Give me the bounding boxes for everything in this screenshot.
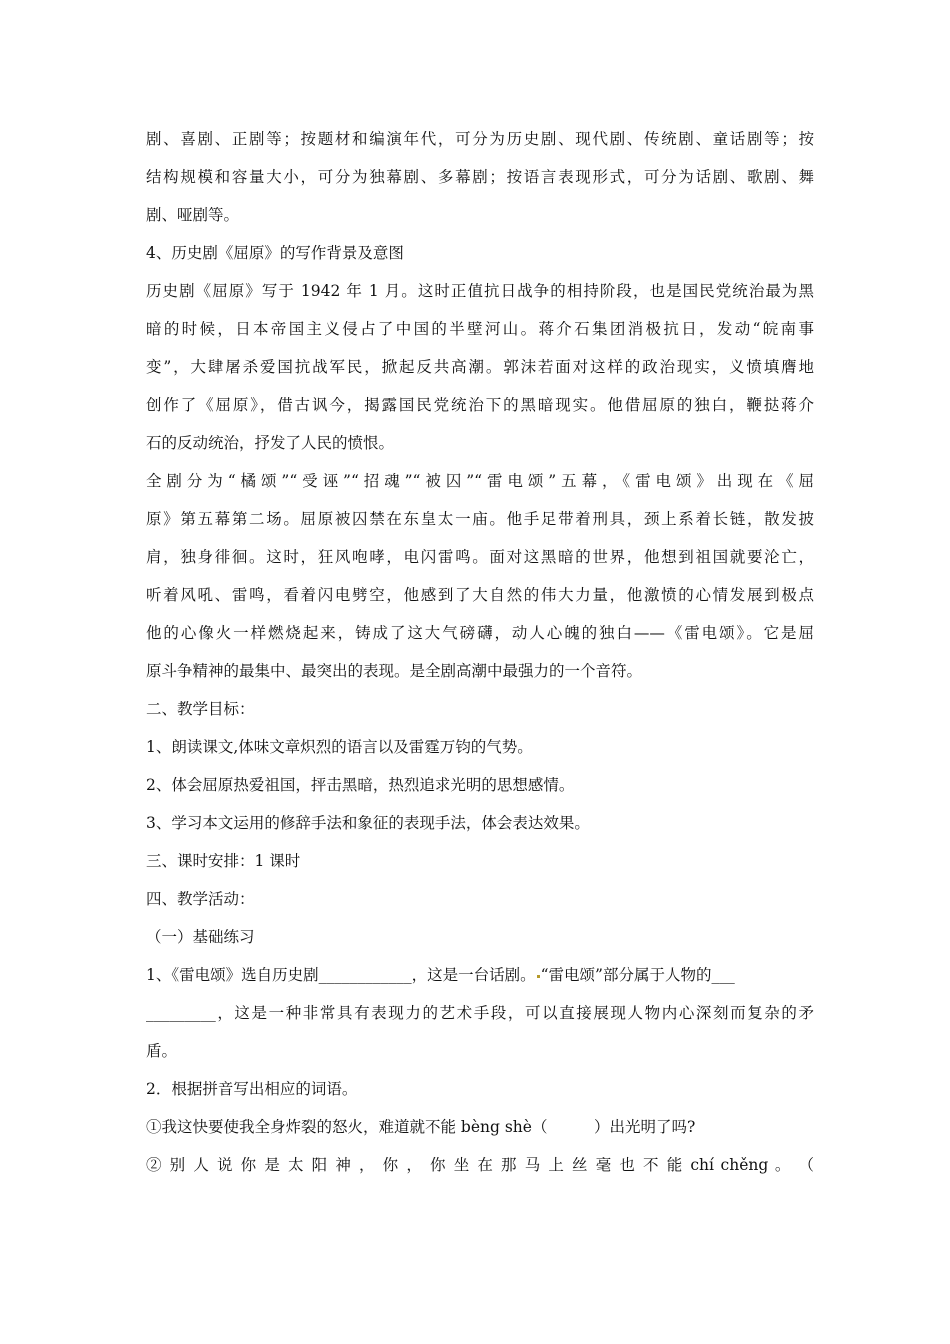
question-2-item-1: ①我这快要使我全身炸裂的怒火，难道就不能 bèng shè（ ）出光明了吗?	[146, 1118, 696, 1136]
question-1-text-b: “雷电颂”部分属于人物的___	[540, 966, 735, 984]
text-line: 石的反动统治，抒发了人民的愤恨。	[146, 434, 395, 452]
text-line: 听着风吼、雷鸣，看着闪电劈空，他感到了大自然的伟大力量，他激愤的心情发展到极点	[146, 586, 814, 604]
subsection-heading: （一）基础练习	[146, 928, 255, 946]
text-line: 创作了《屈原》，借古讽今，揭露国民党统治下的黑暗现实。他借屈原的独白，鞭挞蒋介	[146, 396, 814, 414]
objective-item: 3、学习本文运用的修辞手法和象征的表现手法，体会表达效果。	[146, 814, 590, 832]
section-heading: 4、历史剧《屈原》的写作背景及意图	[146, 244, 404, 262]
text-line: 变”，大肆屠杀爱国抗战军民，掀起反共高潮。郭沫若面对这样的政治现实，义愤填膺地	[146, 358, 814, 376]
text-line: 剧、哑剧等。	[146, 206, 240, 224]
text-line: 原》第五幕第二场。屈原被囚禁在东皇太一庙。他手足带着刑具，颈上系着长链，散发披	[146, 510, 814, 528]
text-line: 剧、喜剧、正剧等；按题材和编演年代，可分为历史剧、现代剧、传统剧、童话剧等；按	[146, 130, 814, 148]
text-line: 结构规模和容量大小，可分为独幕剧、多幕剧；按语言表现形式，可分为话剧、歌剧、舞	[146, 168, 814, 186]
text-line: 全剧分为“橘颂”“受诬”“招魂”“被囚”“雷电颂”五幕，《雷电颂》出现在《屈	[146, 472, 814, 490]
question-2-heading: 2．根据拼音写出相应的词语。	[146, 1080, 358, 1098]
objective-item: 1、朗读课文,体味文章炽烈的语言以及雷霆万钧的气势。	[146, 738, 533, 756]
text-line: 历史剧《屈原》写于 1942 年 1 月。这时正值抗日战争的相持阶段，也是国民党统治最为黑	[146, 282, 814, 300]
section-heading: 三、课时安排：1 课时	[146, 852, 301, 870]
text-line: 盾。	[146, 1042, 178, 1060]
section-heading: 二、教学目标：	[146, 700, 255, 718]
question-1-text-a: 1、《雷电颂》选自历史剧____________，这是一台话剧。	[146, 966, 536, 984]
text-line: _________，这是一种非常具有表现力的艺术手段，可以直接展现人物内心深刻而复杂的矛	[146, 1004, 814, 1022]
dot-mark	[537, 975, 540, 978]
question-2-item-2: ② 别 人 说 你 是 太 阳 神 ， 你 ， 你 坐 在 那 马 上 丝 毫 也 不 能 chí chěng 。 （	[146, 1156, 814, 1174]
objective-item: 2、体会屈原热爱祖国，抨击黑暗，热烈追求光明的思想感情。	[146, 776, 575, 794]
question-1-line	[146, 965, 814, 985]
text-line: 原斗争精神的最集中、最突出的表现。是全剧高潮中最强力的一个音符。	[146, 662, 643, 680]
section-heading: 四、教学活动：	[146, 890, 255, 908]
text-line: 肩，独身徘徊。这时，狂风咆哮，电闪雷鸣。面对这黑暗的世界，他想到祖国就要沦亡，	[146, 548, 814, 566]
text-line: 他的心像火一样燃烧起来，铸成了这大气磅礴，动人心魄的独白——《雷电颂》。它是屈	[146, 624, 814, 642]
text-line: 暗的时候，日本帝国主义侵占了中国的半壁河山。蒋介石集团消极抗日，发动“皖南事	[146, 320, 814, 338]
